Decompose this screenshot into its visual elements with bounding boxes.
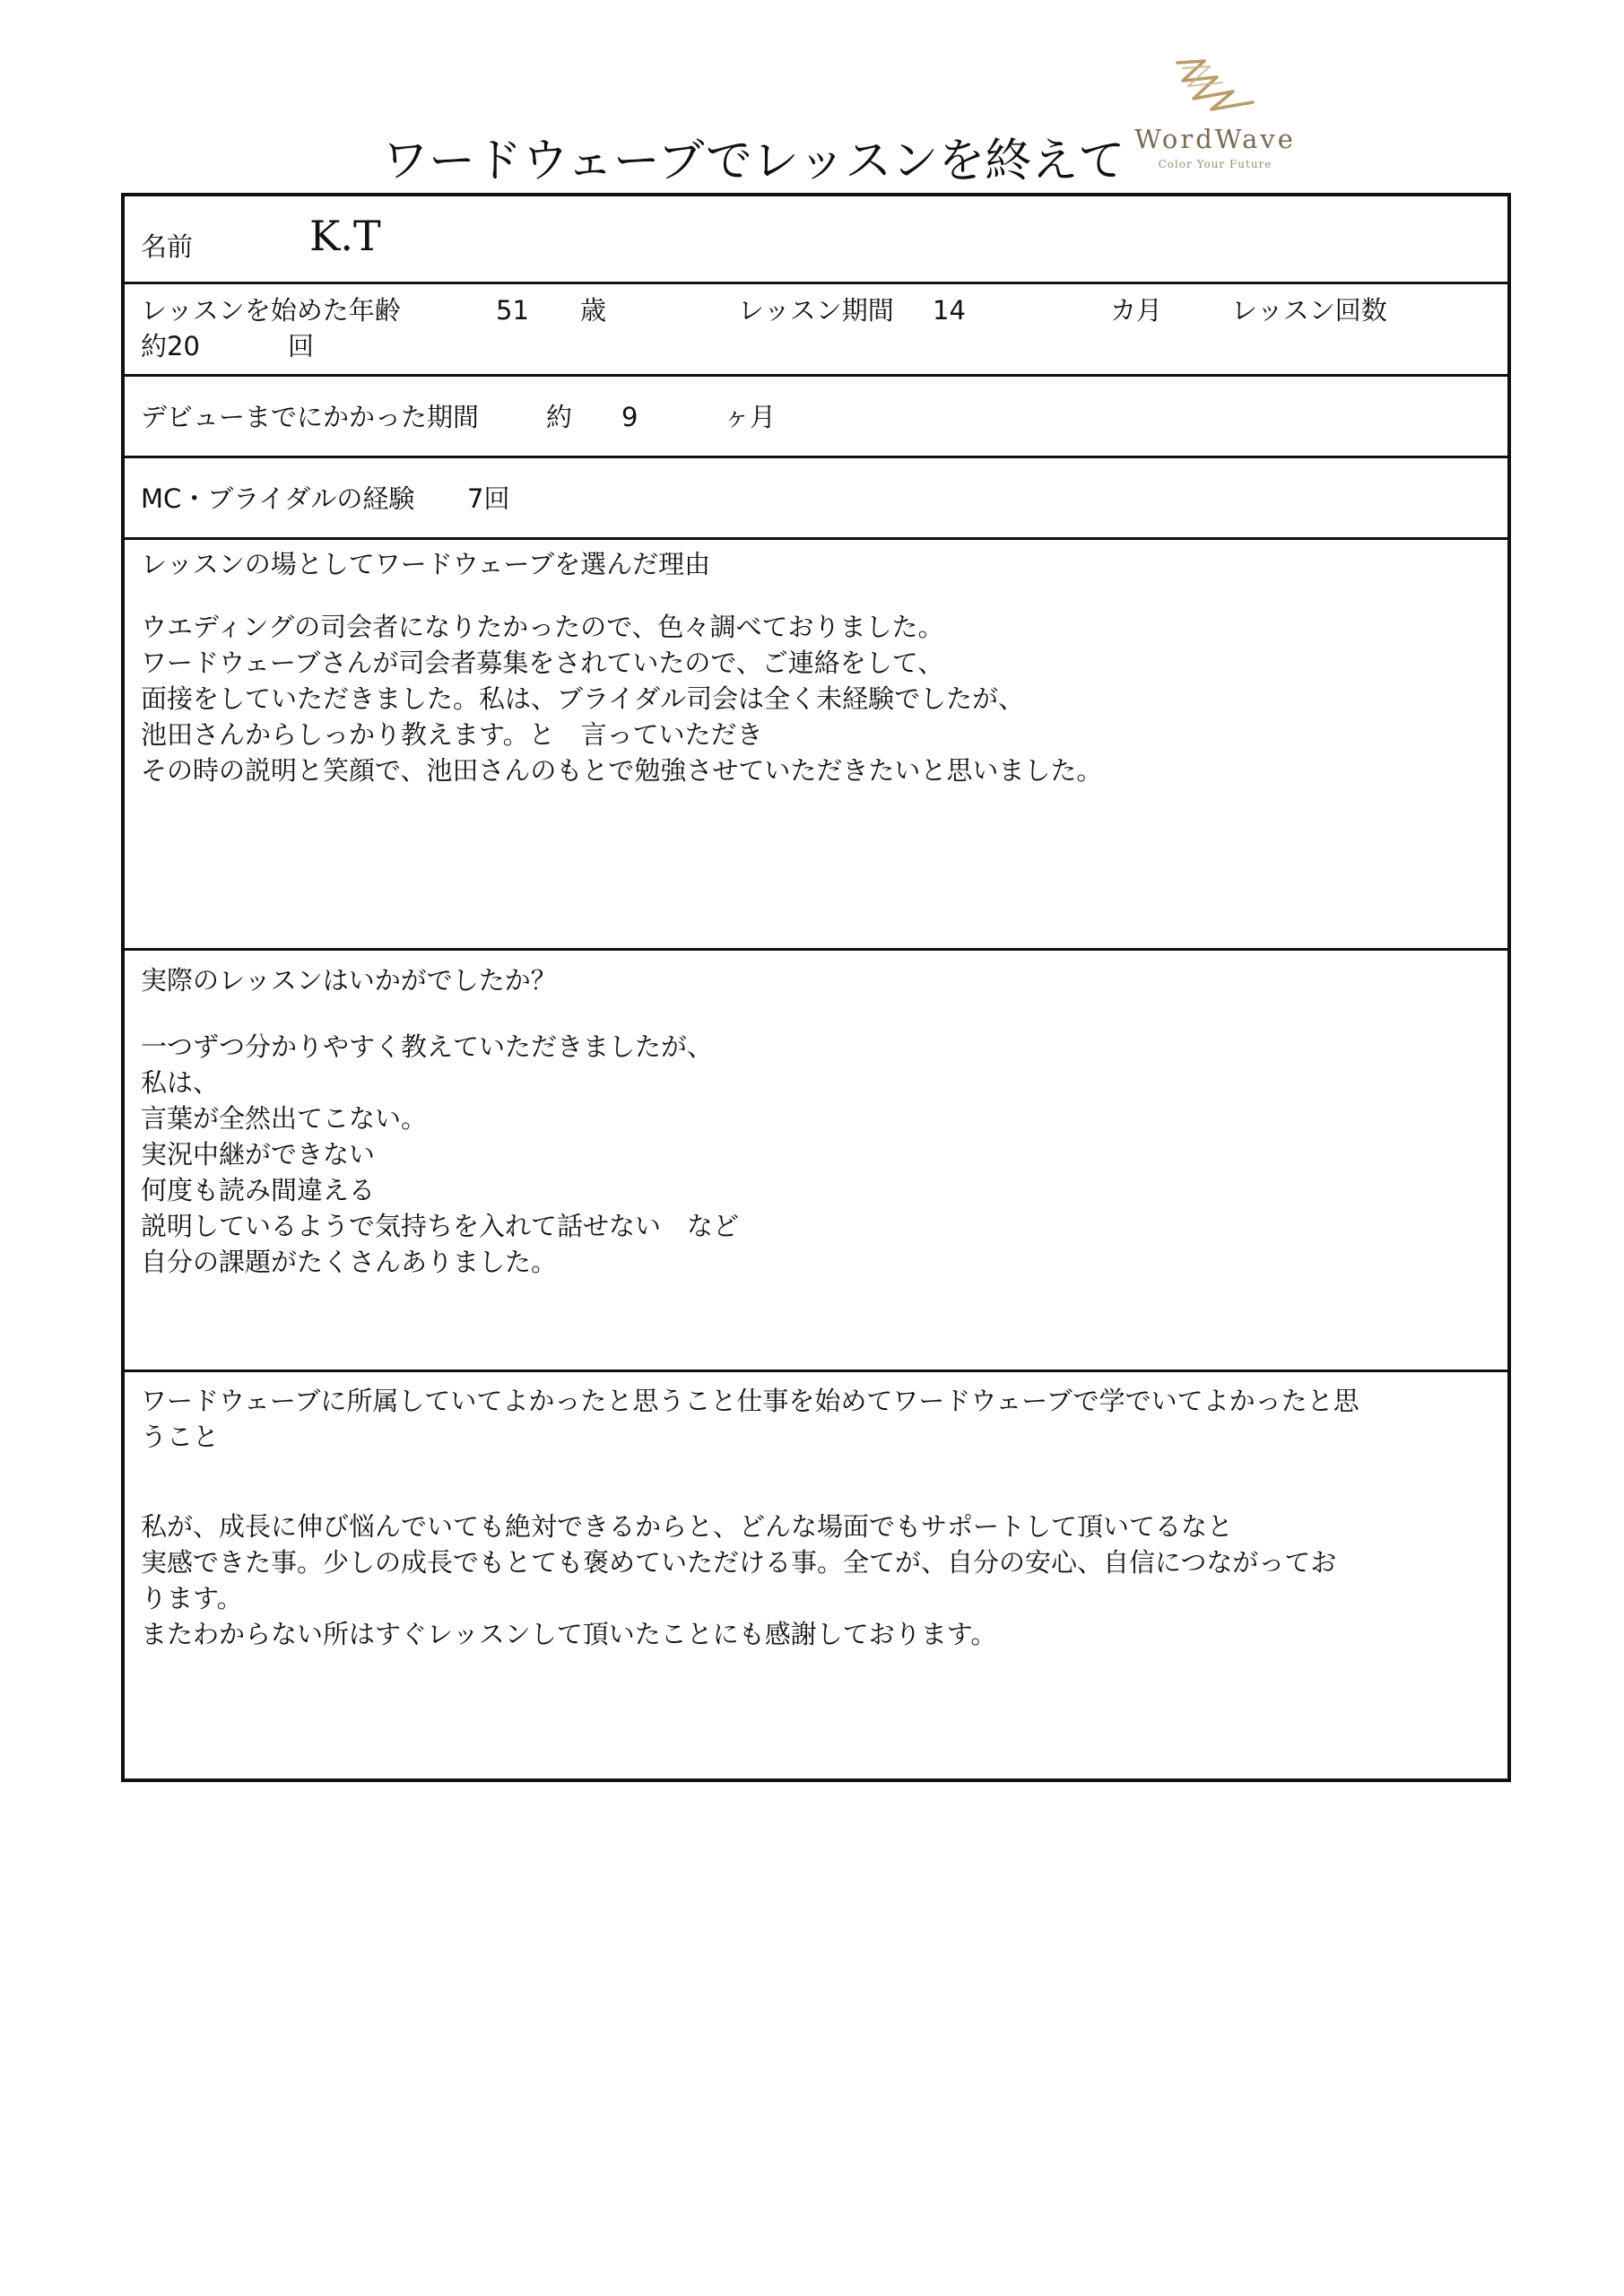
lesson-period-value: 14 xyxy=(933,295,966,326)
debut-period-prefix: 約 xyxy=(546,402,573,432)
lesson-impression-section xyxy=(125,948,1507,1370)
start-age-unit: 歳 xyxy=(580,295,607,326)
reason-question: レッスンの場としてワードウェーブを選んだ理由 xyxy=(141,549,711,579)
logo-wordmark: WordWave xyxy=(1134,124,1296,154)
debut-period-unit: ヶ月 xyxy=(724,402,777,432)
wordwave-logo xyxy=(1125,52,1305,178)
answer-line: 実況中継ができない xyxy=(141,1139,376,1170)
answer-line: 自分の課題がたくさんありました。 xyxy=(141,1247,558,1277)
answer-line: 何度も読み間違える xyxy=(141,1175,376,1205)
answer-line: またわからない所はすぐレッスンして頂いたことにも感謝しております。 xyxy=(141,1619,997,1649)
start-age-value: 51 xyxy=(496,295,529,326)
lesson-count-value: 約20 xyxy=(141,331,200,361)
answer-line: 私は、 xyxy=(141,1067,220,1098)
benefit-answer xyxy=(141,1509,1491,1652)
answer-line: 言葉が全然出てこない。 xyxy=(141,1103,428,1134)
answer-line: ります。 xyxy=(141,1583,243,1613)
experience-value: 7回 xyxy=(467,483,510,514)
answer-line: 一つずつ分かりやすく教えていただきましたが、 xyxy=(141,1031,714,1062)
name-row xyxy=(125,196,1507,282)
lesson-info-row xyxy=(125,282,1507,374)
reason-answer xyxy=(141,609,1491,788)
experience-label: MC・ブライダルの経験 xyxy=(141,483,415,514)
lesson-count-label: レッスン回数 xyxy=(1231,295,1387,326)
zigzag-brushstroke-icon xyxy=(1170,56,1260,115)
lesson-count-unit: 回 xyxy=(288,331,315,361)
logo-tagline: Color Your Future xyxy=(1158,158,1272,170)
mc-bridal-experience-row xyxy=(125,456,1507,537)
answer-line: ウエディングの司会者になりたかったので、色々調べておりました。 xyxy=(141,612,944,642)
answer-line: その時の説明と笑顔で、池田さんのもとで勉強させていただきたいと思いました。 xyxy=(141,755,1103,786)
lesson-answer xyxy=(141,1029,1491,1280)
page-title: ワードウェーブでレッスンを終えて xyxy=(382,135,1125,188)
answer-line: 実感できた事。少しの成長でもとても褒めていただける事。全てが、自分の安心、自信につながってお xyxy=(141,1547,1337,1578)
membership-benefit-section xyxy=(125,1370,1507,1779)
survey-sheet xyxy=(121,193,1511,1782)
debut-period-value: 9 xyxy=(621,402,638,432)
lesson-question: 実際のレッスンはいかがでしたか？ xyxy=(141,965,557,996)
answer-line: 説明しているようで気持ちを入れて話せない など xyxy=(141,1211,740,1241)
lesson-period-unit: カ月 xyxy=(1110,295,1163,326)
question-line: うこと xyxy=(141,1422,220,1452)
answer-line: 私が、成長に伸び悩んでいても絶対できるからと、どんな場面でもサポートして頂いてるなと xyxy=(141,1511,1234,1542)
answer-line: 面接をしていただきました。私は、ブライダル司会は全く未経験でしたが、 xyxy=(141,683,1025,714)
lesson-period-label: レッスン期間 xyxy=(738,295,894,326)
name-value: K.T xyxy=(309,212,381,260)
answer-line: 池田さんからしっかり教えます。と 言っていただき xyxy=(141,719,763,750)
debut-period-label: デビューまでにかかった期間 xyxy=(141,402,480,432)
benefit-question xyxy=(141,1383,1491,1455)
reason-section xyxy=(125,537,1507,948)
answer-line: ワードウェーブさんが司会者募集をされていたので、ご連絡をして、 xyxy=(141,648,944,678)
name-label: 名前 xyxy=(141,231,194,262)
question-line: ワードウェーブに所属していてよかったと思うこと仕事を始めてワードウェーブで学でいてよかったと思 xyxy=(141,1386,1359,1416)
start-age-label: レッスンを始めた年齢 xyxy=(141,295,401,326)
debut-period-row xyxy=(125,374,1507,456)
